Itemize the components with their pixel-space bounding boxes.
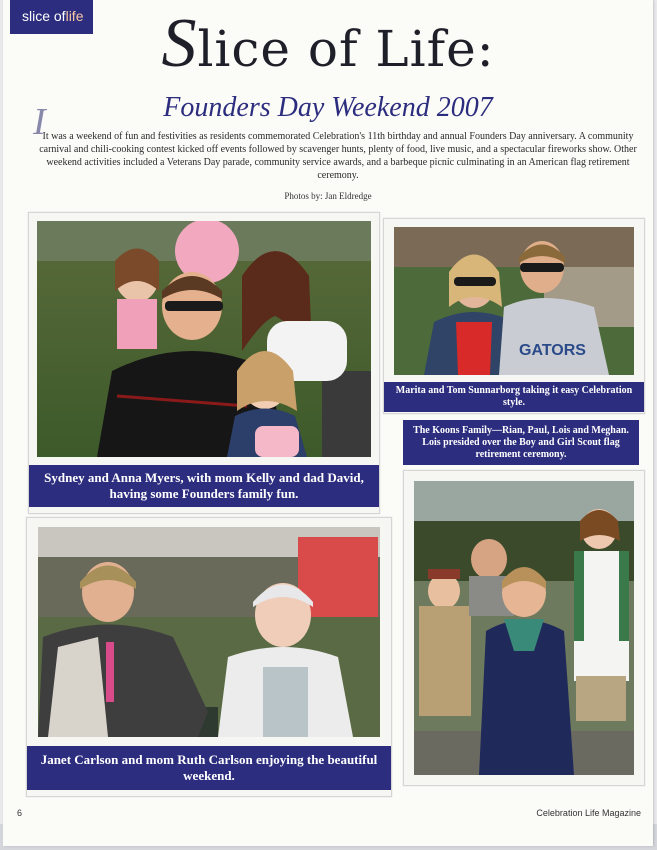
photo-koons-image: [414, 481, 634, 775]
magazine-name: Celebration Life Magazine: [536, 808, 641, 818]
caption-myers: Sydney and Anna Myers, with mom Kelly and dad David, having some Founders family fun.: [29, 465, 379, 507]
section-tag-part2: life: [65, 8, 84, 24]
photo-sunnarborg: [394, 227, 634, 375]
caption-sunnarborg: Marita and Tom Sunnarborg taking it easy Celebration style.: [384, 382, 644, 412]
page-title: [3, 4, 653, 84]
page-subtitle: Founders Day Weekend 2007: [163, 92, 493, 123]
photo-sunnarborg-image: [394, 227, 634, 375]
intro-text: It was a weekend of fun and festivities as residents commemorated Celebration's 11th birthday and annual Founders Day anniversary. A community carnival and chili-cooking contest kicked off events followed by scavenger hunts, plenty of food, live music, and a spectacular fireworks show. Other weekend activities included a Veterans Day parade, community service awards, and a barbeque picnic culminating in an American flag retirement ceremony.: [39, 131, 637, 181]
gators-shirt-text: GATORS: [519, 342, 586, 359]
photo-koons-family: [414, 481, 634, 775]
caption-koons: The Koons Family—Rian, Paul, Lois and Meghan. Lois presided over the Boy and Girl Scout flag retirement ceremony.: [403, 420, 639, 465]
title-rest: lice of Life:: [197, 20, 495, 78]
magazine-page: [3, 0, 653, 846]
page-number: 6: [17, 808, 23, 818]
photo-myers-family: [37, 221, 371, 457]
photo-carlson-image: [38, 527, 380, 737]
photo-carlson: [38, 527, 380, 737]
section-tag-part1: slice of: [22, 8, 66, 24]
photo-frame-carlson: [26, 517, 392, 797]
title-initial: S: [161, 5, 198, 82]
photo-frame-sunnarborg: [383, 218, 645, 414]
drop-cap: I: [33, 101, 46, 143]
photo-myers-image: [37, 221, 371, 457]
photo-credit: Photos by: Jan Eldredge: [284, 191, 372, 201]
photo-frame-koons: [403, 470, 645, 786]
photo-frame-myers: [28, 212, 380, 514]
caption-carlson: Janet Carlson and mom Ruth Carlson enjoying the beautiful weekend.: [27, 746, 391, 790]
